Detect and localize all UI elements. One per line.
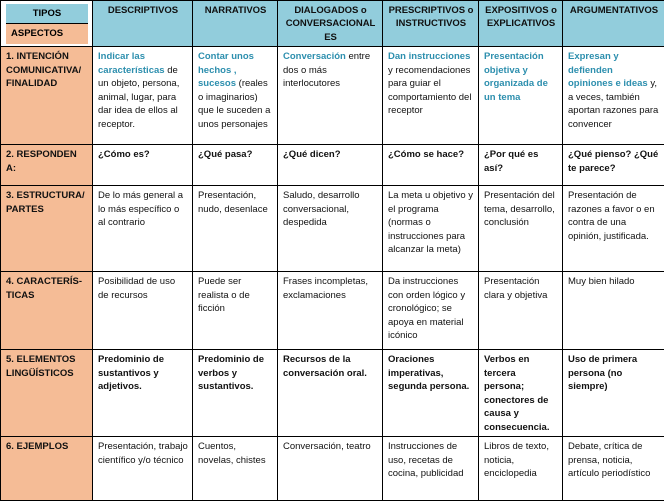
table-row bbox=[1, 186, 664, 272]
cell-r6c1: Presentación, trabajo científico y/o técnico bbox=[93, 437, 193, 501]
cell-r2c5: ¿Por qué es así? bbox=[479, 145, 563, 186]
column-header-expositivos: EXPOSITIVOS o EXPLICATIVOS bbox=[479, 1, 563, 47]
cell-r5c3: Recursos de la conversación oral. bbox=[278, 350, 383, 437]
cell-r1c5 bbox=[479, 47, 563, 145]
corner-aspectos-label: ASPECTOS bbox=[6, 24, 88, 44]
cell-lead-text: Contar unos hechos , sucesos bbox=[198, 51, 254, 89]
cell-r1c2 bbox=[193, 47, 278, 145]
column-header-argumentativos: ARGUMENTATIVOS bbox=[563, 1, 664, 47]
cell-r2c6: ¿Qué pienso? ¿Qué te parece? bbox=[563, 145, 664, 186]
cell-r4c5: Presentación clara y objetiva bbox=[479, 272, 563, 350]
cell-lead-text: Dan instrucciones bbox=[388, 51, 470, 62]
table-row bbox=[1, 272, 664, 350]
cell-r3c6: Presentación de razones a favor o en contra de una opinión, justificada. bbox=[563, 186, 664, 272]
cell-r4c4: Da instrucciones con orden lógico y cronológico; se apoya en material icónico bbox=[383, 272, 479, 350]
cell-r3c2: Presentación, nudo, desenlace bbox=[193, 186, 278, 272]
cell-r6c6: Debate, crítica de prensa, noticia, artículo periodístico bbox=[563, 437, 664, 501]
table-row bbox=[1, 145, 664, 186]
column-header-narrativos: NARRATIVOS bbox=[193, 1, 278, 47]
cell-r4c2: Puede ser realista o de ficción bbox=[193, 272, 278, 350]
column-header-prescriptivos: PRESCRIPTIVOS o INSTRUCTIVOS bbox=[383, 1, 479, 47]
cell-lead-text: Expresan y defienden opiniones e ideas bbox=[568, 51, 648, 89]
cell-r2c1: ¿Cómo es? bbox=[93, 145, 193, 186]
cell-r2c4: ¿Cómo se hace? bbox=[383, 145, 479, 186]
cell-r6c3: Conversación, teatro bbox=[278, 437, 383, 501]
cell-r6c2: Cuentos, novelas, chistes bbox=[193, 437, 278, 501]
cell-r1c6 bbox=[563, 47, 664, 145]
cell-rest-text: (reales o imaginarios) que le suceden a unos personajes bbox=[198, 78, 270, 129]
row-label-intencion-comunicativa: 1. INTENCIÓN COMUNICATIVA/ FINALIDAD bbox=[1, 47, 93, 145]
cell-rest-text: y recomendaciones para guiar el comportamiento del receptor bbox=[388, 65, 471, 116]
cell-rest-text: de un objeto, persona, animal, lugar, para dar idea de ellos al receptor. bbox=[98, 65, 179, 130]
cell-r3c5: Presentación del tema, desarrollo, conclusión bbox=[479, 186, 563, 272]
corner-header-cell bbox=[1, 1, 93, 47]
cell-r1c1 bbox=[93, 47, 193, 145]
cell-r5c1: Predominio de sustantivos y adjetivos. bbox=[93, 350, 193, 437]
table-body bbox=[1, 1, 664, 501]
cell-r3c4: La meta u objetivo y el programa (normas o instrucciones para alcanzar la meta) bbox=[383, 186, 479, 272]
table-row bbox=[1, 47, 664, 145]
cell-r5c6: Uso de primera persona (no siempre) bbox=[563, 350, 664, 437]
cell-r6c5: Libros de texto, noticia, enciclopedia bbox=[479, 437, 563, 501]
column-header-dialogados: DIALOGADOS o CONVERSACIONALES bbox=[278, 1, 383, 47]
row-label-estructura-partes: 3. ESTRUCTURA/ PARTES bbox=[1, 186, 93, 272]
row-label-responden-a: 2. RESPONDEN A: bbox=[1, 145, 93, 186]
cell-r6c4: Instrucciones de uso, recetas de cocina, publicidad bbox=[383, 437, 479, 501]
cell-r5c2: Predominio de verbos y sustantivos. bbox=[193, 350, 278, 437]
cell-r5c4: Oraciones imperativas, segunda persona. bbox=[383, 350, 479, 437]
cell-r3c1: De lo más general a lo más específico o al contrario bbox=[93, 186, 193, 272]
cell-r2c2: ¿Qué pasa? bbox=[193, 145, 278, 186]
cell-lead-text: Presentación objetiva y organizada de un tema bbox=[484, 51, 548, 102]
cell-r4c1: Posibilidad de uso de recursos bbox=[93, 272, 193, 350]
cell-lead-text: Indicar las características bbox=[98, 51, 165, 75]
table-row bbox=[1, 350, 664, 437]
corner-tipos-label: TIPOS bbox=[6, 4, 88, 24]
cell-rest-text: entre dos o más interlocutores bbox=[283, 51, 370, 89]
cell-r4c3: Frases incompletas, exclamaciones bbox=[278, 272, 383, 350]
cell-r2c3: ¿Qué dicen? bbox=[278, 145, 383, 186]
cell-rest-text: y, a veces, también aportan razones para convencer bbox=[568, 78, 658, 129]
cell-r1c3 bbox=[278, 47, 383, 145]
table-header-row bbox=[1, 1, 664, 47]
cell-r5c5: Verbos en tercera persona; conectores de causa y consecuencia. bbox=[479, 350, 563, 437]
cell-r1c4 bbox=[383, 47, 479, 145]
row-label-caracteristicas: 4. CARACTERÍS-TICAS bbox=[1, 272, 93, 350]
column-header-descriptivos: DESCRIPTIVOS bbox=[93, 1, 193, 47]
cell-r3c3: Saludo, desarrollo conversacional, despedida bbox=[278, 186, 383, 272]
table-row bbox=[1, 437, 664, 501]
cell-lead-text: Conversación bbox=[283, 51, 346, 62]
cell-r4c6: Muy bien hilado bbox=[563, 272, 664, 350]
row-label-ejemplos: 6. EJEMPLOS bbox=[1, 437, 93, 501]
row-label-elementos-linguisticos: 5. ELEMENTOS LINGÜÍSTICOS bbox=[1, 350, 93, 437]
